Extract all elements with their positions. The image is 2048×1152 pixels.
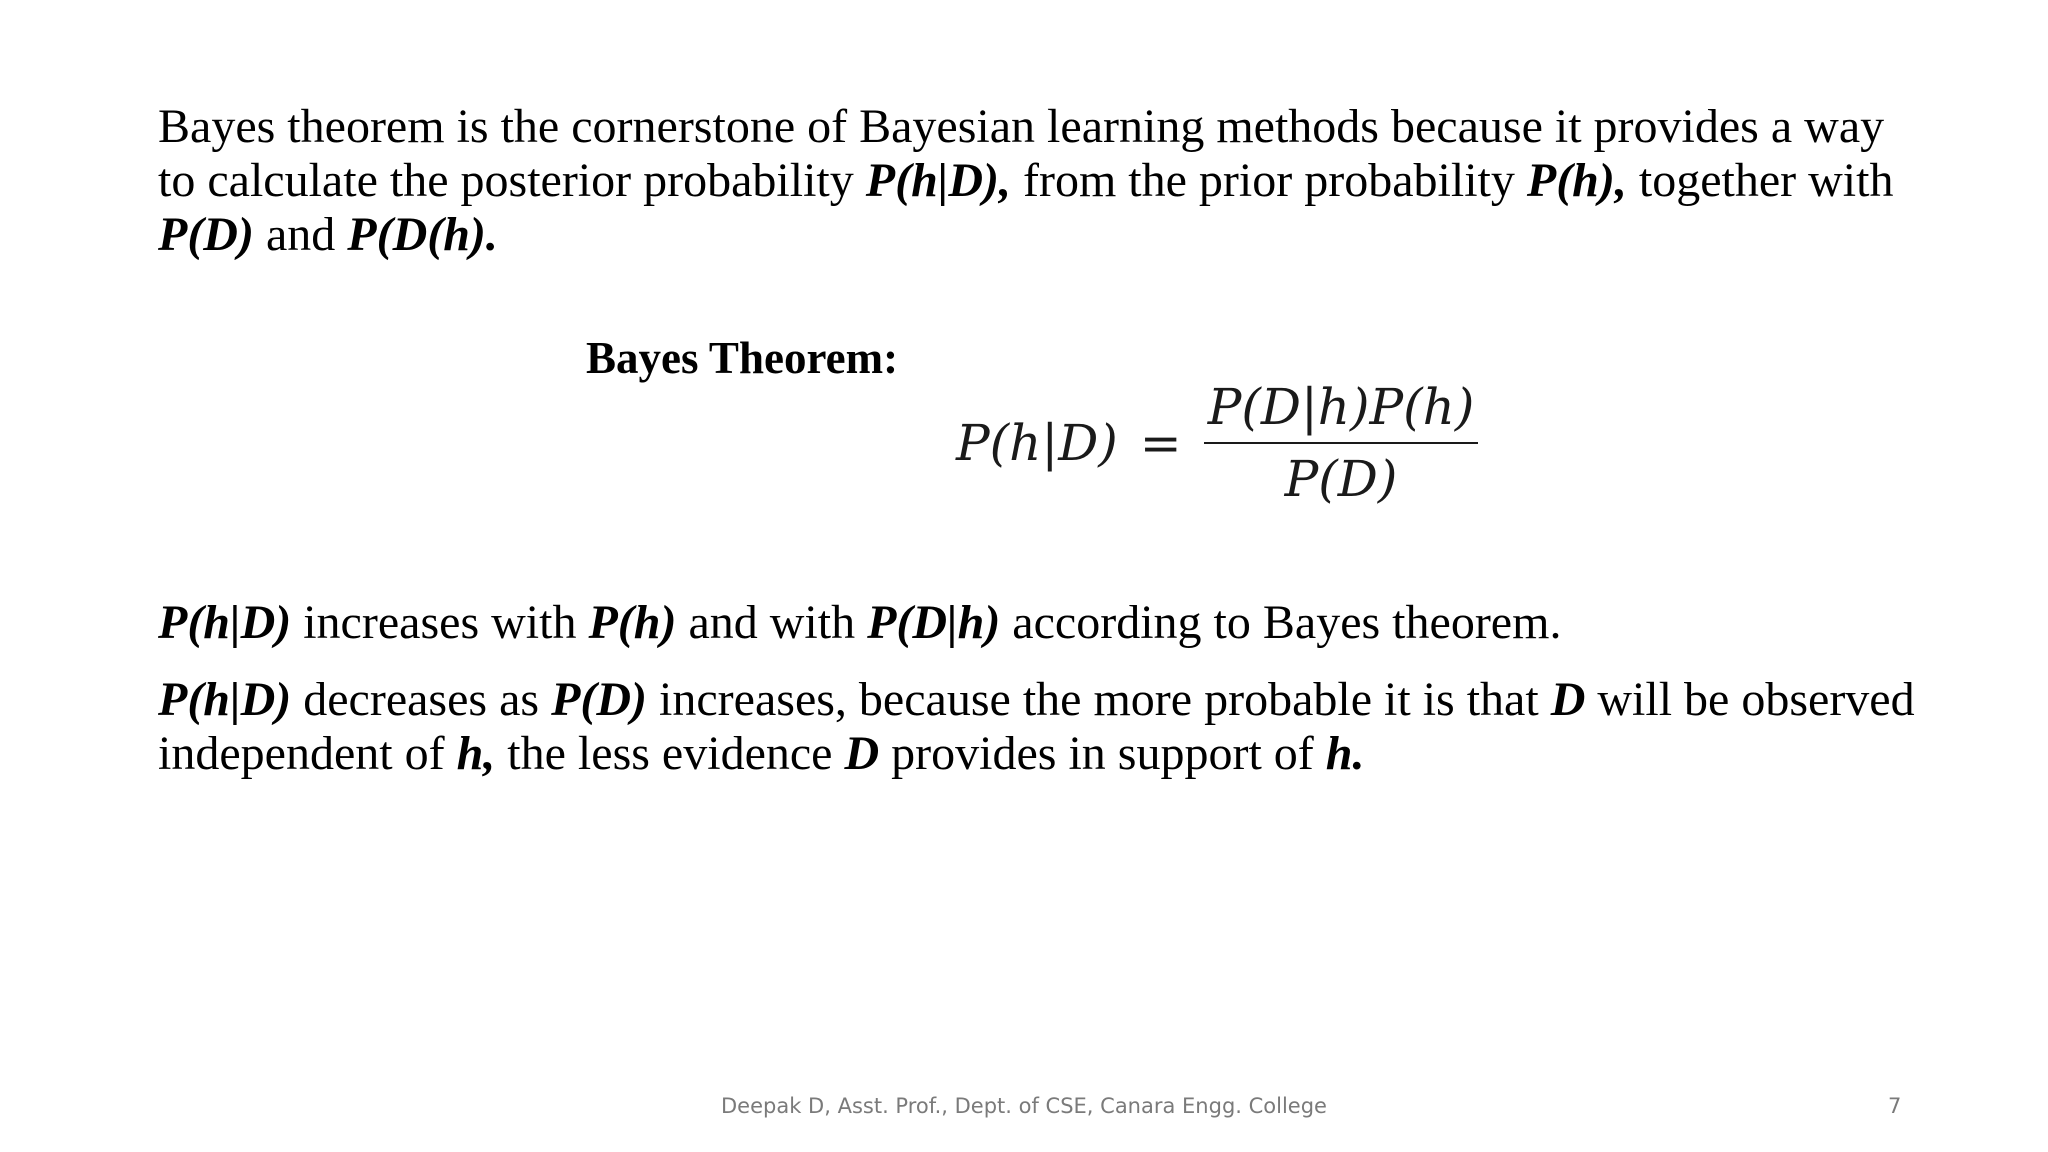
increases-text-2: and with: [676, 596, 868, 649]
page-number: 7: [1888, 1094, 1902, 1118]
theorem-heading: Bayes Theorem:: [586, 333, 899, 383]
prior-term: P(h),: [1526, 154, 1627, 207]
decreases-text-1: decreases as: [291, 673, 552, 726]
decreases-term-5: D: [844, 727, 880, 780]
intro-text-1: Bayes theorem is the cornerstone of Bayesian learning methods because it provides a way to calculate the posterior probability: [158, 100, 1885, 207]
evidence-term: P(D): [158, 208, 254, 261]
increases-paragraph: [158, 596, 1918, 650]
likelihood-term: P(D(h).: [347, 208, 498, 261]
decreases-text-2: increases, because the more probable it is that: [647, 673, 1551, 726]
formula-equals: =: [1139, 414, 1182, 472]
slide-footer: Deepak D, Asst. Prof., Dept. of CSE, Canara Engg. College: [721, 1094, 1327, 1118]
increases-term-1: P(h|D): [158, 596, 292, 649]
decreases-text-4: the less evidence: [495, 727, 845, 780]
decreases-paragraph: [158, 673, 1918, 781]
increases-text-1: increases with: [291, 596, 589, 649]
decreases-text-5: provides in support of: [879, 727, 1326, 780]
formula-lhs: P(h|D): [956, 414, 1118, 472]
formula-numerator: P(D|h)P(h): [1204, 378, 1479, 444]
decreases-term-2: P(D): [551, 673, 648, 726]
intro-text-3: together with: [1626, 154, 1894, 207]
decreases-text-3: will be observed independent of: [158, 673, 1915, 780]
decreases-term-4: h,: [456, 727, 496, 780]
increases-term-3: P(D|h): [867, 596, 1001, 649]
increases-term-2: P(h): [588, 596, 677, 649]
increases-text-3: according to Bayes theorem.: [1000, 596, 1562, 649]
intro-text-4: and: [253, 208, 348, 261]
intro-paragraph: [158, 100, 1918, 262]
intro-text-2: from the prior probability: [1010, 154, 1527, 207]
formula-denominator: P(D): [1284, 450, 1398, 508]
decreases-term-3: D: [1550, 673, 1586, 726]
formula-fraction: [1204, 378, 1479, 508]
decreases-term-1: P(h|D): [158, 673, 292, 726]
posterior-term: P(h|D),: [865, 154, 1011, 207]
decreases-term-6: h.: [1325, 727, 1365, 780]
bayes-formula: [956, 378, 1478, 508]
